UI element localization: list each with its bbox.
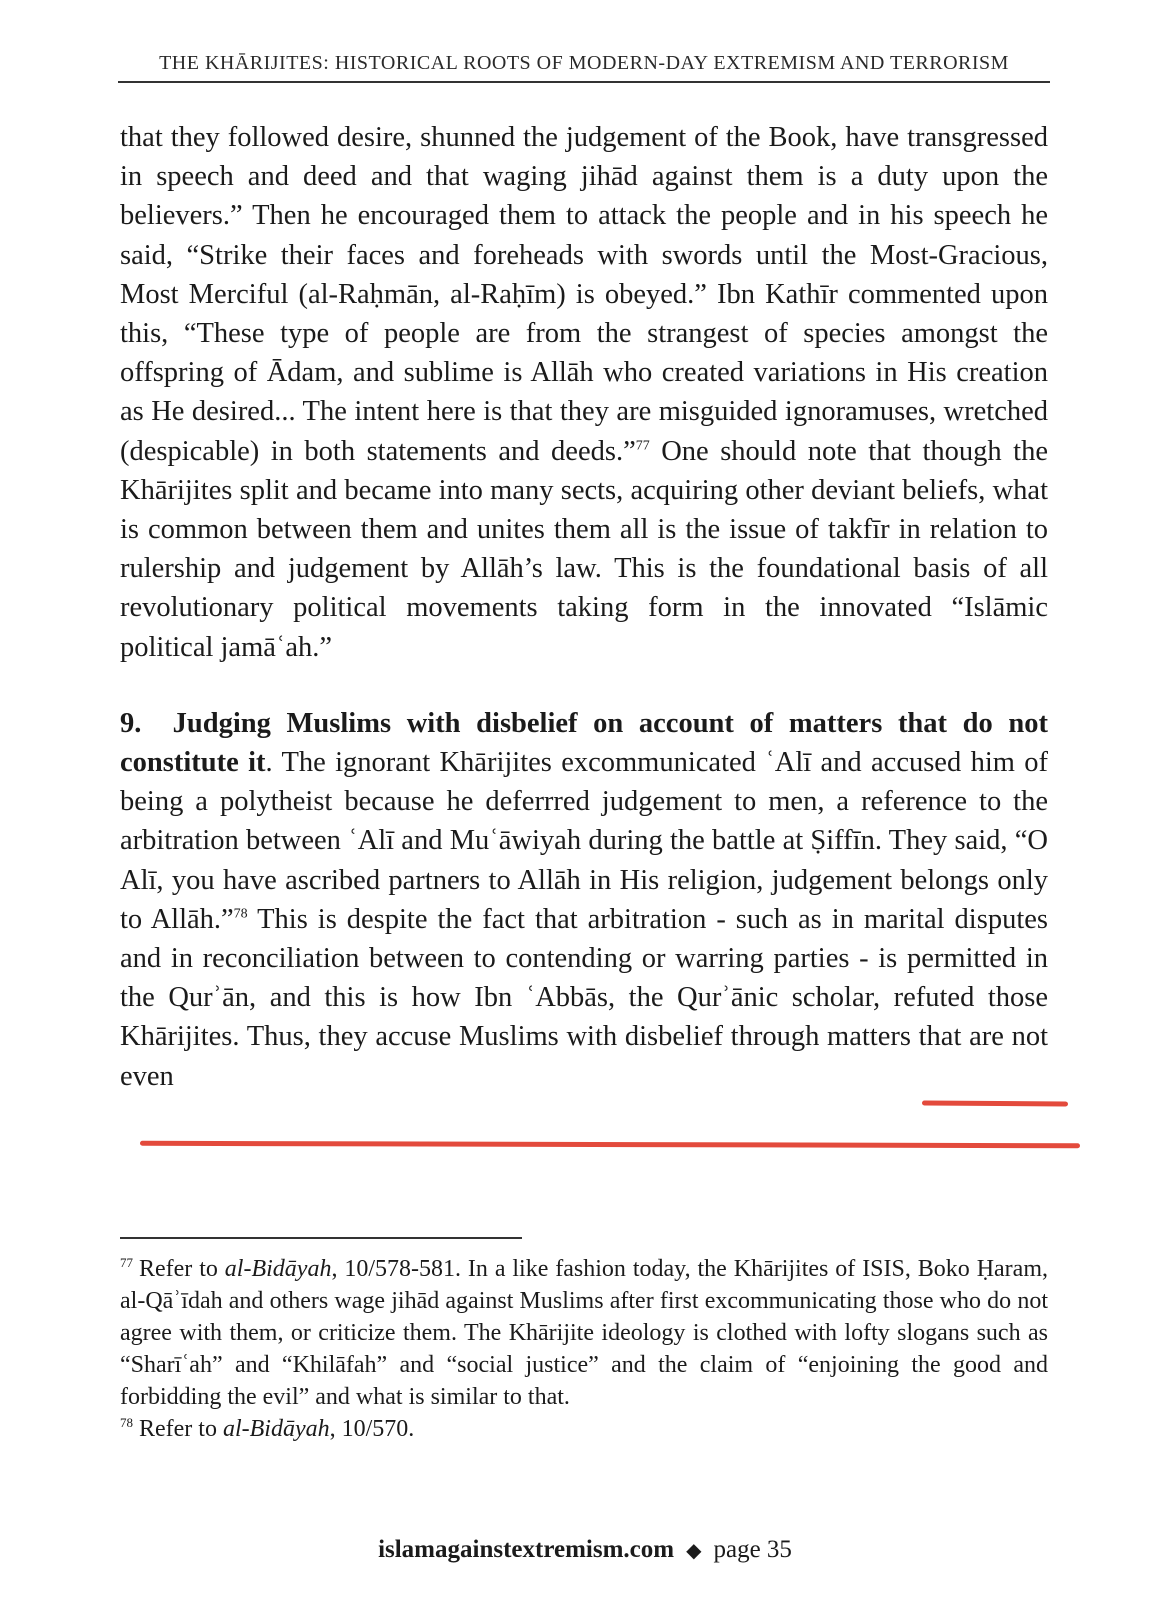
footnote-77-number: 77	[120, 1255, 133, 1270]
paragraph-1-tail: One should note that though the Khārijites split and became into many sects, acquiring other deviant beliefs, what is common between them and unites them all is the issue of takfīr in relation to rulership and judgement by Allāh’s law. This is the foundational basis of all revolutionary political movements taking form in the innovated “Islāmic political jamāʿah.”	[120, 435, 1048, 663]
website-link[interactable]: islamagainstextremism.com	[378, 1536, 675, 1563]
running-header: THE KHĀRIJITES: HISTORICAL ROOTS OF MODERN-DAY EXTREMISM AND TERRORISM	[159, 52, 1009, 74]
footnote-ref-77[interactable]: 77	[635, 438, 650, 454]
red-underline-annotation-long	[140, 1141, 1080, 1148]
footnote-78-text: , 10/570.	[329, 1416, 415, 1442]
page-number: page 35	[713, 1536, 792, 1563]
paragraph-2	[120, 704, 1048, 1096]
footnote-77-prefix: Refer to	[139, 1256, 225, 1282]
page-footer	[0, 1536, 1170, 1564]
footnote-78	[120, 1413, 1048, 1445]
footnote-78-title: al-Bidāyah	[222, 1416, 330, 1442]
header-divider	[118, 81, 1050, 83]
section-heading: Judging Muslims with disbelief on account of matters that do not constitute it	[120, 707, 1049, 779]
paragraph-1	[120, 118, 1048, 667]
footnotes	[120, 1253, 1048, 1445]
footnote-ref-78[interactable]: 78	[233, 906, 248, 922]
footnote-77	[120, 1253, 1048, 1413]
diamond-separator-icon: ◆	[686, 1540, 702, 1562]
paragraph-2-text: . The ignorant Khārijites excommunicated ʿAlī and accused him of being a polytheist because he deferrred judgement to men, a reference to the arbitration between ʿAlī and Muʿāwiyah during the battle at Ṣiffīn. They said, “O Alī, you have ascribed partners to Allāh in His religion, judgement belongs only to Allāh.”	[120, 747, 1048, 935]
footnote-77-title: al-Bidāyah	[224, 1256, 332, 1282]
footnote-78-number: 78	[120, 1415, 133, 1430]
main-text	[120, 118, 1048, 1096]
footnote-divider	[120, 1237, 522, 1239]
paragraph-2-tail: This is despite the fact that arbitration - such as in marital disputes and in reconciliation between to contending or warring parties - is permitted in the Qurʾān, and this is how Ibn ʿAbbās, the Qurʾānic scholar, refuted those Khārijites. Thus, they accuse Muslims with disbelief through matters that are not even	[120, 903, 1048, 1092]
paragraph-1-text: that they followed desire, shunned the judgement of the Book, have transgressed in speech and deed and that waging jihād against them is a duty upon the believers.” Then he encouraged them to attack the people and in his speech he said, “Strike their faces and foreheads with swords until the Most-Gracious, Most Merciful (al-Raḥmān, al-Raḥīm) is obeyed.” Ibn Kathīr commented upon this, “These type of people are from the strangest of species amongst the offspring of Ādam, and sublime is Allāh who created variations in His creation as He desired... The intent here is that they are misguided ignoramuses, wretched (despicable) in both statements and deeds.”	[120, 122, 1048, 467]
red-underline-annotation-short	[922, 1100, 1068, 1106]
footnote-78-prefix: Refer to	[139, 1416, 223, 1442]
section-number: 9.	[120, 707, 142, 739]
footnote-77-text: , 10/578-581. In a like fashion today, the Khārijites of ISIS, Boko Ḥaram, al-Qāʾīdah and others wage jihād against Muslims after first excommunicating those who do not agree with them, or criticize them. The Khārijite ideology is clothed with lofty slogans such as “Sharīʿah” and “Khilāfah” and “social justice” and the claim of “enjoining the good and forbidding the evil” and what is similar to that.	[120, 1256, 1048, 1410]
